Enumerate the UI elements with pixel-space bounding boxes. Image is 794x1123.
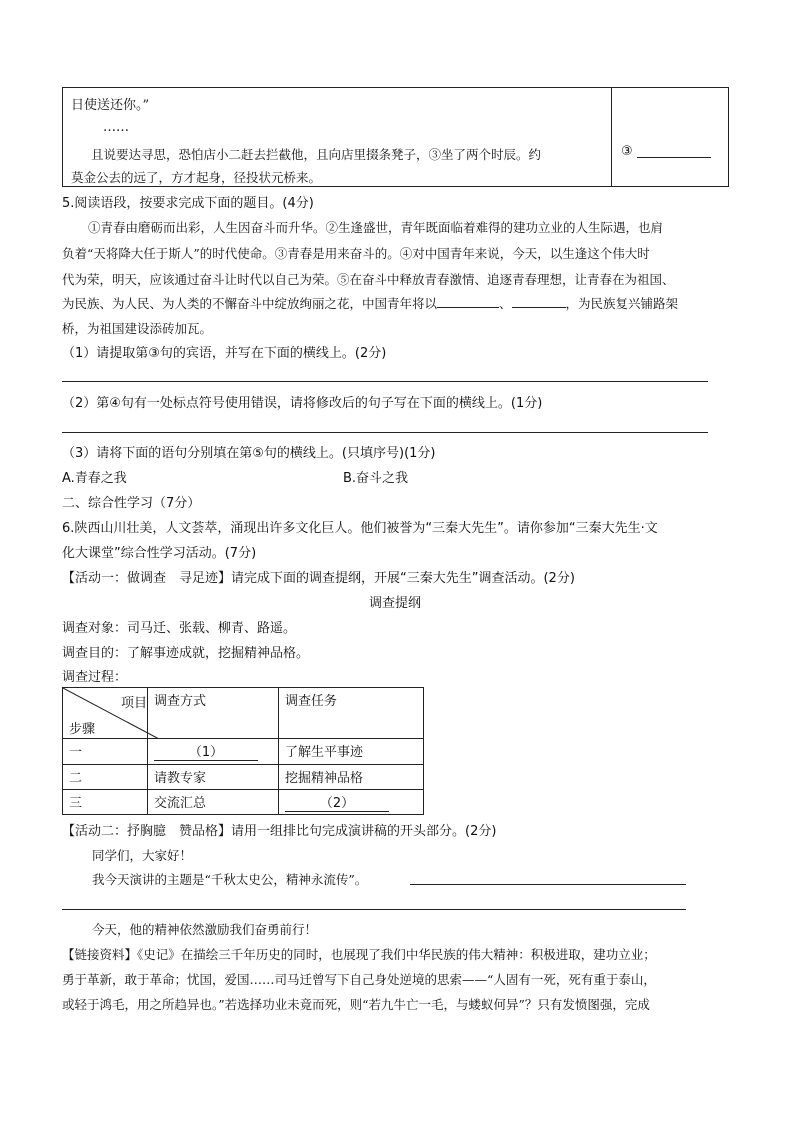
method-cell: 交流汇总 bbox=[148, 789, 279, 814]
answer-line-1[interactable] bbox=[62, 381, 708, 382]
step-cell: 二 bbox=[63, 764, 148, 789]
link-material: 【链接资料】《史记》在描绘三千年历史的同时，也展现了我们中华民族的伟大精神：积极进取，建功立业； bbox=[62, 947, 656, 962]
table-text-line: 且说要达寻思，恐怕店小二赶去拦截他，且向店里掇条凳子，③坐了两个时辰。约 bbox=[91, 147, 542, 162]
corner-top: 项目 bbox=[121, 696, 148, 711]
speech-greeting: 同学们，大家好！ bbox=[92, 848, 193, 863]
table-row bbox=[63, 789, 424, 814]
section-heading: 二、综合性学习（7分） bbox=[62, 496, 201, 511]
q5-sub3: （3）请将下面的语句分别填在第⑤句的横线上。(只填序号)(1分) bbox=[62, 446, 436, 461]
answer-marker: ③ bbox=[621, 144, 633, 159]
q5-para-sep: 、 bbox=[499, 296, 512, 311]
blank-2[interactable] bbox=[512, 295, 566, 308]
corner-cell bbox=[63, 688, 148, 739]
task-blank[interactable]: （2） bbox=[285, 792, 389, 812]
task-cell[interactable] bbox=[279, 789, 424, 814]
q5-sub2: （2）第④句有一处标点符号使用错误，请将修改后的句子写在下面的横线上。(1分) bbox=[62, 396, 543, 411]
header-task: 调查任务 bbox=[279, 688, 424, 739]
task-cell: 了解生平事迹 bbox=[279, 739, 424, 764]
activity-2-title: 【活动二：抒胸臆 赞品格】请用一组排比句完成演讲稿的开头部分。(2分) bbox=[62, 824, 497, 839]
activity-1-title: 【活动一：做调查 寻足迹】请完成下面的调查提纲，开展“三秦大先生”调查活动。(2分) bbox=[62, 571, 575, 586]
header-method: 调查方式 bbox=[148, 688, 279, 739]
q5-title: 5.阅读语段，按要求完成下面的题目。(4分) bbox=[62, 196, 314, 211]
table-text-line: 日使送还你。” bbox=[71, 98, 150, 113]
link-material: 或轻于鸿毛，用之所趋异也。”若选择功业未竟而死，则“若九牛亡一毛，与蝼蚁何异”？只有发愤图强，完成 bbox=[62, 997, 650, 1012]
q5-para-line: 负着“天将降大任于斯人”的时代使命。③青春是用来奋斗的。④对中国青年来说，今天，以生逢这个伟大时 bbox=[62, 246, 650, 261]
corner-bottom: 步骤 bbox=[69, 722, 96, 737]
q6-text: 化大课堂”综合性学习活动。(7分) bbox=[62, 546, 257, 561]
speech-intro: 我今天演讲的主题是“千秋太史公，精神永流传”。 bbox=[92, 872, 368, 887]
option-a: A.青春之我 bbox=[62, 471, 127, 486]
answer-line-2[interactable] bbox=[62, 432, 708, 433]
method-blank[interactable]: （1） bbox=[154, 741, 258, 761]
link-material: 勇于革新，敢于革命；忧国，爱国……司马迁曾写下自己身处逆境的思索——“人固有一死，死有重于泰山， bbox=[62, 972, 656, 987]
option-b: B.奋斗之我 bbox=[343, 471, 409, 486]
survey-process: 调查过程： bbox=[62, 670, 128, 685]
blank-1[interactable] bbox=[437, 295, 499, 308]
q5-para-line: 桥，为祖国建设添砖加瓦。 bbox=[62, 321, 213, 336]
outline-title: 调查提纲 bbox=[369, 596, 422, 611]
q5-para-tail: ，为民族复兴铺路架 bbox=[565, 296, 679, 311]
method-cell: 请教专家 bbox=[148, 764, 279, 789]
table-divider bbox=[611, 88, 612, 186]
speech-blank-2[interactable] bbox=[62, 909, 686, 910]
q5-para-text: 为民族、为人民、为人类的不懈奋斗中绽放绚丽之花，中国青年将以 bbox=[62, 296, 438, 311]
q6-text: 6.陕西山川壮美，人文荟萃，涌现出许多文化巨人。他们被誉为“三秦大先生”。请你参加“三秦大先生·文 bbox=[62, 521, 658, 536]
q5-para-line: 代为荣，明天，应该通过奋斗让时代以自己为荣。⑤在奋斗中释放青春激情、追逐青春理想，让青春在为祖国、 bbox=[62, 272, 675, 287]
q5-sub1: （1）请提取第③句的宾语，并写在下面的横线上。(2分) bbox=[62, 346, 387, 361]
q5-para-line: ①青春由磨砺而出彩，人生因奋斗而升华。②生逢盛世，青年既面临着难得的建功立业的人生际遇，也肩 bbox=[88, 220, 664, 235]
q5-para-line-with-blanks bbox=[62, 294, 678, 312]
survey-purpose: 调查目的：了解事迹成就，挖掘精神品格。 bbox=[62, 646, 310, 661]
survey-table bbox=[62, 687, 424, 815]
step-cell: 一 bbox=[63, 739, 148, 764]
speech-blank-1[interactable] bbox=[410, 884, 686, 885]
speech-ending: 今天，他的精神依然激励我们奋勇前行！ bbox=[92, 922, 318, 937]
table-row bbox=[63, 764, 424, 789]
answer-blank[interactable] bbox=[637, 157, 711, 158]
method-cell[interactable] bbox=[148, 739, 279, 764]
task-cell: 挖掘精神品格 bbox=[279, 764, 424, 789]
survey-object: 调查对象：司马迁、张载、柳青、路遥。 bbox=[62, 621, 297, 636]
table-ellipsis: …… bbox=[103, 120, 129, 135]
table-row bbox=[63, 739, 424, 764]
step-cell: 三 bbox=[63, 789, 148, 814]
table-text-line: 莫金公去的远了，方才起身，径投状元桥来。 bbox=[71, 170, 322, 185]
reading-table bbox=[62, 87, 729, 187]
